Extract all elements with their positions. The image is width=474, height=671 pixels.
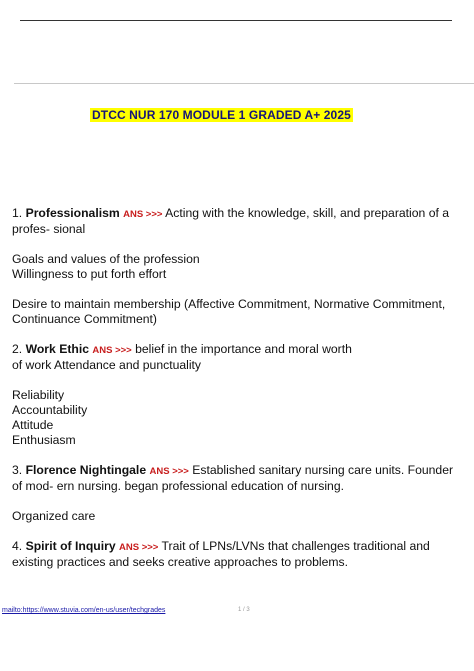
item-4-line-2: existing practices and seeks creative approaches to problems. xyxy=(12,555,349,569)
term-spirit-of-inquiry: Spirit of Inquiry xyxy=(25,539,116,553)
note-accountability: Accountability xyxy=(12,403,88,417)
section-divider xyxy=(14,83,474,84)
answer-marker: ANS >>> xyxy=(92,345,132,356)
document-title: DTCC NUR 170 MODULE 1 GRADED A+ 2025 xyxy=(92,108,351,122)
item-number: 3. xyxy=(12,463,23,477)
definition-text: Trait of LPNs/LVNs that challenges traditional and xyxy=(161,539,430,553)
item-2-line-2: of work Attendance and punctuality xyxy=(12,358,202,372)
footer xyxy=(2,606,165,615)
note-organized-care: Organized care xyxy=(12,509,96,523)
definition-text: Acting with the knowledge, skill, and preparation of a xyxy=(165,206,450,220)
term-work-ethic: Work Ethic xyxy=(25,342,89,356)
page-number: 1 / 3 xyxy=(238,607,250,613)
item-2-line-1 xyxy=(12,342,468,358)
item-number: 4. xyxy=(12,539,23,553)
item-number: 2. xyxy=(12,342,23,356)
item-3-line-2: of mod- ern nursing. began professional education of nursing. xyxy=(12,479,344,493)
note-enthusiasm: Enthusiasm xyxy=(12,433,76,447)
item-1-line-1 xyxy=(12,206,468,222)
note-desire-line-2: Continuance Commitment) xyxy=(12,312,157,326)
item-1-line-2: profes- sional xyxy=(12,222,86,236)
definition-text: belief in the importance and moral worth xyxy=(135,342,352,356)
note-goals: Goals and values of the profession xyxy=(12,252,200,266)
note-willingness: Willingness to put forth effort xyxy=(12,267,167,281)
note-desire-line-1: Desire to maintain membership (Affective Commitment, Normative Commitment, xyxy=(12,297,446,311)
term-professionalism: Professionalism xyxy=(25,206,120,220)
definition-text: Established sanitary nursing care units. Founder xyxy=(192,463,454,477)
term-florence-nightingale: Florence Nightingale xyxy=(25,463,147,477)
note-reliability: Reliability xyxy=(12,388,65,402)
answer-marker: ANS >>> xyxy=(123,209,163,220)
footer-link[interactable]: mailto:https://www.stuvia.com/en-us/user/techgrades xyxy=(2,607,166,614)
answer-marker: ANS >>> xyxy=(149,466,189,477)
item-number: 1. xyxy=(12,206,23,220)
answer-marker: ANS >>> xyxy=(119,542,159,553)
document-body xyxy=(12,206,468,570)
item-3-line-1 xyxy=(12,463,468,479)
note-attitude: Attitude xyxy=(12,418,54,432)
item-4-line-1 xyxy=(12,539,468,555)
header-rule xyxy=(20,20,452,21)
